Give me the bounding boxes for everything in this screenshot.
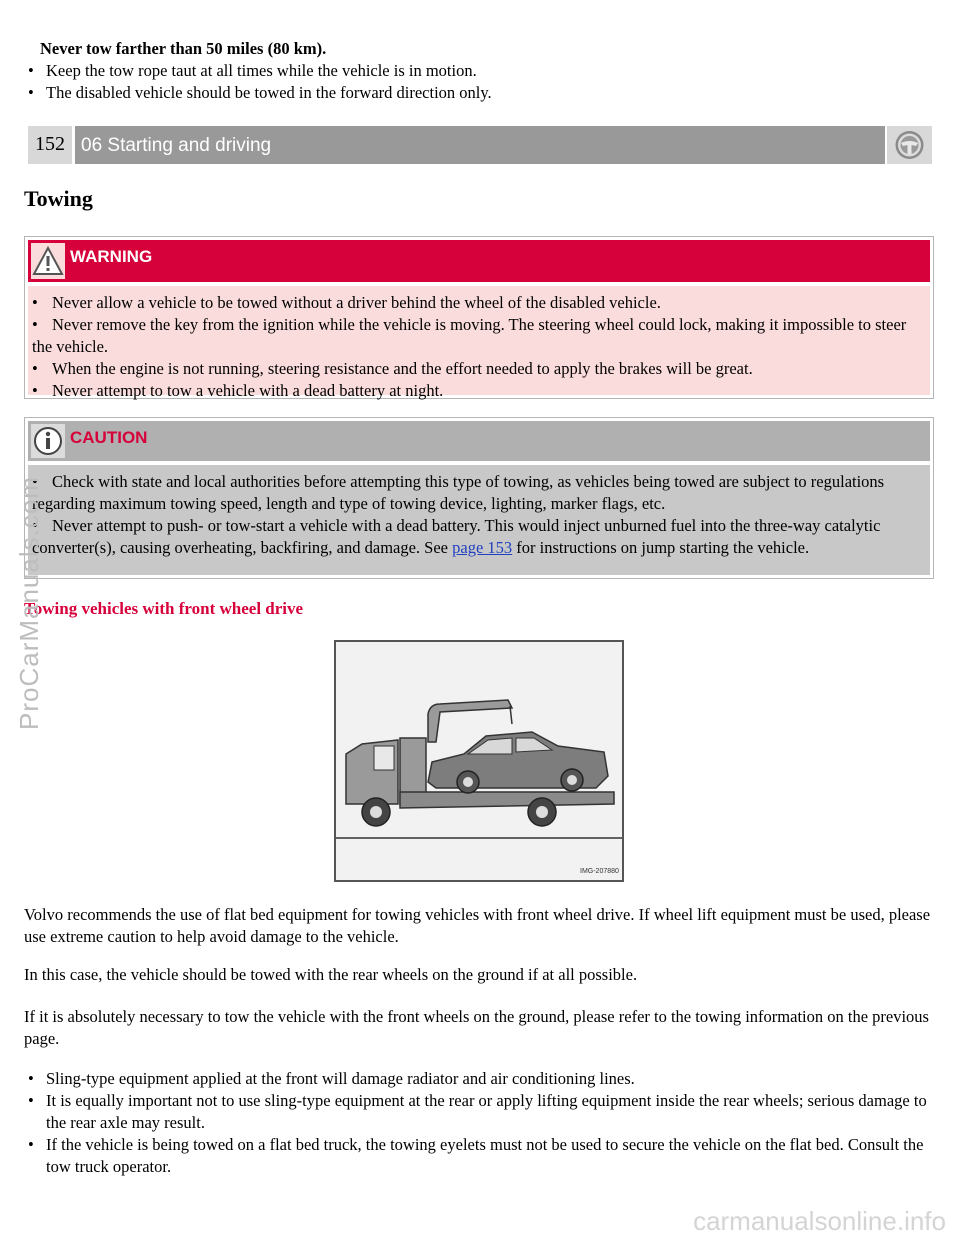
caution-text: Never attempt to push- or tow-start a vehicle with a dead battery. This would inject unburned fuel into the three-way catalytic converter(s), causing overheating, backfiring, and damage. See: [32, 516, 881, 557]
paragraph: In this case, the vehicle should be towed with the rear wheels on the ground if at all possible.: [24, 965, 638, 984]
chapter-title: 06 Starting and driving: [75, 126, 885, 164]
list-item: • If the vehicle is being towed on a flat bed truck, the towing eyelets must not be used to secure the vehicle on the flat bed. Consult the tow truck operator.: [24, 1134, 936, 1178]
warning-body: [28, 286, 930, 400]
warning-box: [24, 236, 934, 399]
flatbed-truck-illustration: [334, 640, 624, 882]
list-item: • It is equally important not to use sling-type equipment at the rear or apply lifting equipment inside the rear wheels; serious damage to the rear axle may result.: [24, 1090, 936, 1134]
bottom-bullets: [24, 1068, 936, 1178]
list-item: • The disabled vehicle should be towed in the forward direction only.: [24, 82, 934, 104]
paragraph: Volvo recommends the use of flat bed equipment for towing vehicles with front wheel drive. If wheel lift equipment must be used, please use extreme caution to help avoid damage to the vehicle.: [24, 905, 931, 946]
list-item: • When the engine is not running, steering resistance and the effort needed to apply the brakes will be great.: [32, 358, 926, 380]
warning-header: [28, 240, 930, 282]
info-icon: [31, 424, 65, 458]
top-bullets: [24, 60, 934, 104]
page-153-link[interactable]: page 153: [452, 538, 513, 557]
list-item: • Never attempt to tow a vehicle with a dead battery at night.: [32, 380, 926, 402]
subheading-front-wheel-drive: Towing vehicles with front wheel drive: [24, 599, 304, 618]
warning-label: WARNING: [70, 247, 153, 266]
list-item: • Check with state and local authorities before attempting this type of towing, as vehicles being towed are subject to regulations regarding maximum towing speed, length and type of towing device, lighting, marker flags, etc.: [32, 471, 926, 515]
tow-distance-note: Never tow farther than 50 miles (80 km).: [40, 39, 327, 58]
caution-text: for instructions on jump starting the vehicle.: [512, 538, 810, 557]
list-item: • Keep the tow rope taut at all times while the vehicle is in motion.: [24, 60, 934, 82]
caution-box: [24, 417, 934, 579]
top-notes: [24, 38, 934, 104]
footer-watermark: carmanualsonline.info: [693, 1206, 946, 1236]
caution-label: CAUTION: [70, 428, 148, 447]
chapter-icon-box: [887, 126, 932, 164]
page-number: 152: [28, 126, 72, 164]
image-code: IMG-207880: [580, 868, 619, 875]
caution-body: [28, 465, 930, 575]
list-item: • Sling-type equipment applied at the front will damage radiator and air conditioning lines.: [24, 1068, 936, 1090]
side-watermark: ProCarManuals.com: [14, 476, 44, 730]
list-item: • Never remove the key from the ignition while the vehicle is moving. The steering wheel could lock, making it impossible to steer the vehicle.: [32, 314, 926, 358]
steering-wheel-icon: [887, 126, 932, 164]
flatbed-truck-drawing: [336, 642, 622, 880]
section-header: [28, 126, 932, 164]
caution-header: [28, 421, 930, 461]
list-item: • Never allow a vehicle to be towed without a driver behind the wheel of the disabled vehicle.: [32, 292, 926, 314]
page-title: Towing: [24, 186, 93, 211]
paragraph: If it is absolutely necessary to tow the vehicle with the front wheels on the ground, please refer to the towing information on the previous page.: [24, 1007, 929, 1048]
list-item: [32, 515, 926, 559]
warning-triangle-icon: [31, 243, 65, 279]
